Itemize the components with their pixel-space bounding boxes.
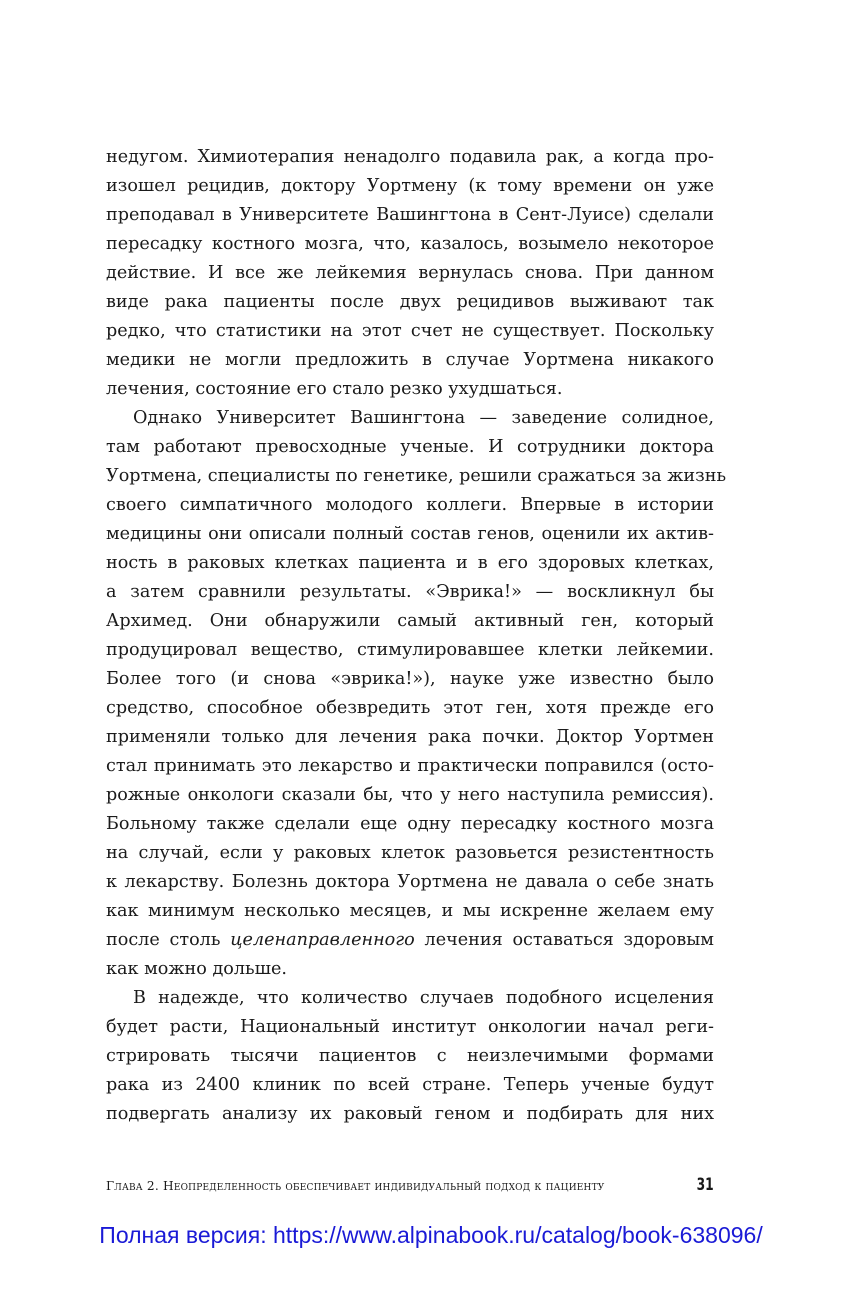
text-line: действие. И все же лейкемия вернулась снова. При данном: [106, 263, 714, 283]
text-line: к лекарству. Болезнь доктора Уортмена не давала о себе знать: [106, 872, 714, 892]
text-line: медицины они описали полный состав генов, оценили их актив-: [106, 524, 714, 544]
text-line: Более того (и снова «эврика!»), науке уже известно было: [106, 669, 714, 689]
text-line: пересадку костного мозга, что, казалось, возымело некоторое: [106, 234, 714, 254]
text-line: как минимум несколько месяцев, и мы искренне желаем ему: [106, 901, 714, 921]
text-line-with-italic: [106, 926, 714, 955]
text-line: рака из 2400 клиник по всей стране. Теперь ученые будут: [106, 1075, 714, 1095]
running-head: Глава 2. Неопределенность обеспечивает индивидуальный подход к пациенту: [106, 1179, 605, 1193]
text-line: средство, способное обезвредить этот ген, хотя прежде его: [106, 698, 714, 718]
text-line: продуцировал вещество, стимулировавшее клетки лейкемии.: [106, 640, 714, 660]
text-line: Архимед. Они обнаружили самый активный ген, который: [106, 611, 714, 631]
text-line: своего симпатичного молодого коллеги. Впервые в истории: [106, 495, 714, 515]
text-line: стрировать тысячи пациентов с неизлечимыми формами: [106, 1046, 714, 1066]
text-line: там работают превосходные ученые. И сотрудники доктора: [106, 437, 714, 457]
text-line: рожные онкологи сказали бы, что у него наступила ремиссия).: [106, 785, 714, 805]
text-line: редко, что статистики на этот счет не существует. Поскольку: [106, 321, 714, 341]
text-line: недугом. Химиотерапия ненадолго подавила рак, а когда про-: [106, 147, 714, 167]
text-line: В надежде, что количество случаев подобного исцеления: [133, 988, 714, 1008]
text-line: изошел рецидив, доктору Уортмену (к тому времени он уже: [106, 176, 714, 196]
page-footer: [106, 1175, 714, 1199]
text-segment: лечения оставаться здоровым: [414, 930, 714, 950]
text-line: медики не могли предложить в случае Уортмена никакого: [106, 350, 714, 370]
text-line: Больному также сделали еще одну пересадку костного мозга: [106, 814, 714, 834]
text-line: Уортмена, специалисты по генетике, решили сражаться за жизнь: [106, 466, 727, 486]
text-line: применяли только для лечения рака почки. Доктор Уортмен: [106, 727, 714, 747]
text-segment: после столь: [106, 930, 231, 950]
text-line: лечения, состояние его стало резко ухудшаться.: [106, 379, 563, 399]
text-line: на случай, если у раковых клеток разовьется резистентность: [106, 843, 714, 863]
text-line: как можно дольше.: [106, 959, 287, 979]
paragraph-3: [106, 984, 714, 1129]
text-line: стал принимать это лекарство и практически поправился (осто-: [106, 756, 714, 776]
paragraph-2: [106, 404, 727, 984]
text-line: а затем сравнили результаты. «Эврика!» — воскликнул бы: [106, 582, 714, 602]
italic-word: целенаправленного: [230, 930, 415, 950]
text-line: преподавал в Университете Вашингтона в Сент-Луисе) сделали: [106, 205, 714, 225]
full-version-link[interactable]: Полная версия: https://www.alpinabook.ru/catalog/book-638096/: [99, 1222, 763, 1248]
text-line: ность в раковых клетках пациента и в его здоровых клетках,: [106, 553, 714, 573]
paragraph-1: [106, 143, 714, 404]
text-line: Однако Университет Вашингтона — заведение солидное,: [133, 408, 714, 428]
text-line: виде рака пациенты после двух рецидивов выживают так: [106, 292, 714, 312]
text-line: подвергать анализу их раковый геном и подбирать для них: [106, 1104, 714, 1124]
page-number: 31: [696, 1175, 714, 1195]
page-body: [106, 143, 727, 1129]
text-line: будет расти, Национальный институт онкологии начал реги-: [106, 1017, 714, 1037]
